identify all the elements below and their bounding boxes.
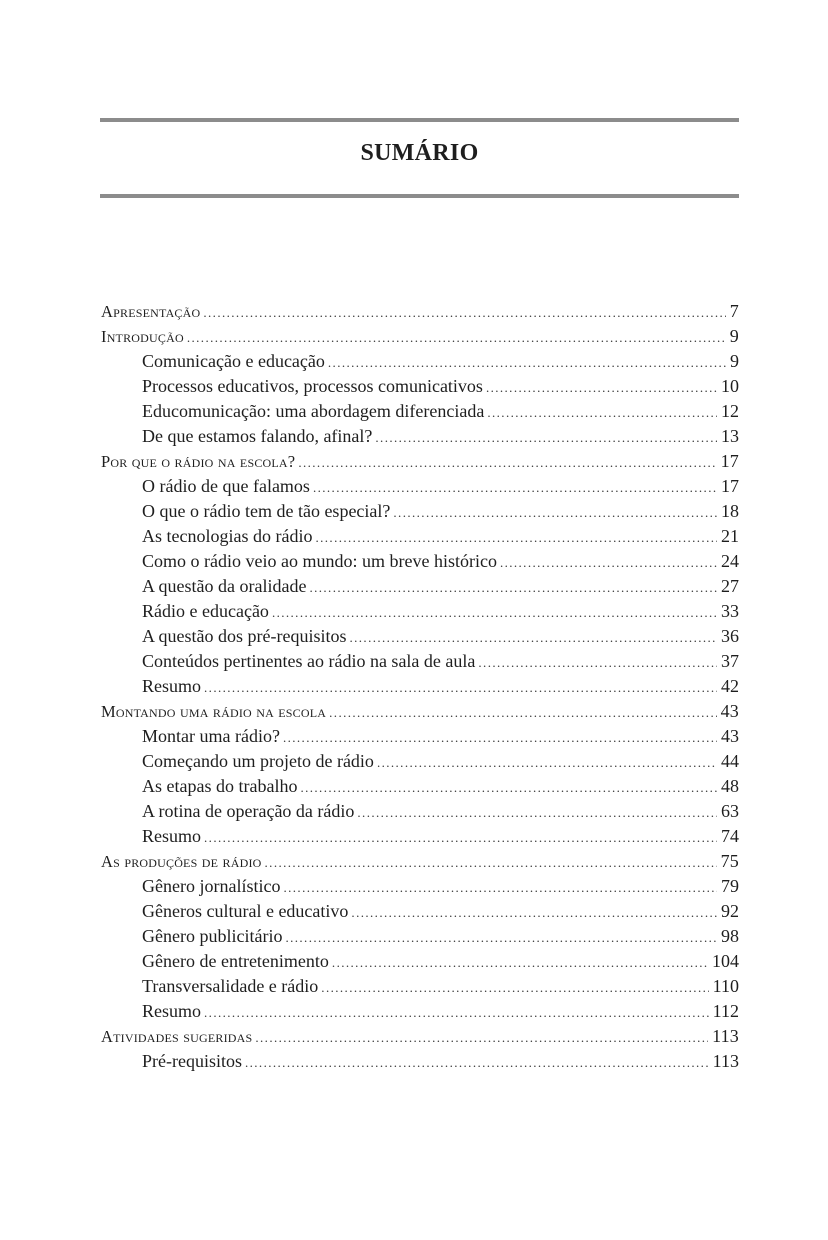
toc-entry-label: Educomunicação: uma abordagem diferenciada <box>142 401 485 421</box>
toc-entry-label: Rádio e educação <box>142 601 269 621</box>
toc-entry <box>101 674 739 699</box>
dot-leader <box>313 475 717 500</box>
toc-entry-page: 21 <box>721 526 739 546</box>
toc-entry <box>101 524 739 549</box>
toc-entry-page: 36 <box>721 626 739 646</box>
dot-leader <box>204 825 717 850</box>
toc-entry <box>101 824 739 849</box>
toc-entry <box>101 724 739 749</box>
toc-entry-label: O que o rádio tem de tão especial? <box>142 501 391 521</box>
toc-entry <box>101 599 739 624</box>
dot-leader <box>245 1050 709 1075</box>
dot-leader <box>265 850 717 875</box>
toc-entry-label: As produções de rádio <box>101 852 262 871</box>
toc-entry-label: Resumo <box>142 676 202 696</box>
toc-entry-label: Apresentação <box>101 302 201 321</box>
toc-entry <box>101 299 739 324</box>
toc-entry <box>101 474 739 499</box>
toc-entry-label: Gênero jornalístico <box>142 876 281 896</box>
toc-entry <box>101 949 739 974</box>
dot-leader <box>375 425 717 450</box>
dot-leader <box>357 800 717 825</box>
toc-entry <box>101 774 739 799</box>
dot-leader <box>332 950 708 975</box>
toc-entry <box>101 374 739 399</box>
toc-entry-page: 33 <box>721 601 739 621</box>
toc-entry-label: Montar uma rádio? <box>142 726 280 746</box>
toc-entry-page: 13 <box>721 426 739 446</box>
dot-leader <box>283 875 717 900</box>
toc-entry <box>101 874 739 899</box>
toc-entry-page: 98 <box>721 926 739 946</box>
toc-entry <box>101 1024 739 1049</box>
toc-entry-page: 79 <box>721 876 739 896</box>
toc-entry <box>101 349 739 374</box>
dot-leader <box>500 550 717 575</box>
toc-entry <box>101 749 739 774</box>
bottom-rule <box>100 194 739 198</box>
toc-entry-page: 43 <box>720 701 739 721</box>
dot-leader <box>300 775 717 800</box>
toc-entry-page: 42 <box>721 676 739 696</box>
dot-leader <box>377 750 717 775</box>
toc-entry-label: A rotina de operação da rádio <box>142 801 355 821</box>
toc-entry-label: Introdução <box>101 327 184 346</box>
toc-entry-label: O rádio de que falamos <box>142 476 310 496</box>
toc-entry-page: 44 <box>721 751 739 771</box>
dot-leader <box>486 375 717 400</box>
toc-entry-label: As tecnologias do rádio <box>142 526 313 546</box>
toc-entry-page: 112 <box>712 1001 739 1021</box>
toc-entry-page: 43 <box>721 726 739 746</box>
toc-entry-label: De que estamos falando, afinal? <box>142 426 373 446</box>
toc-entry <box>101 449 739 474</box>
toc-entry-label: Gêneros cultural e educativo <box>142 901 349 921</box>
toc-entry-page: 17 <box>721 476 739 496</box>
dot-leader <box>309 575 717 600</box>
toc-entry-label: Resumo <box>142 826 202 846</box>
toc-entry-label: Atividades sugeridas <box>101 1027 253 1046</box>
toc-entry-label: Processos educativos, processos comunicativos <box>142 376 483 396</box>
toc-entry <box>101 899 739 924</box>
toc-entry-page: 27 <box>721 576 739 596</box>
toc-entry <box>101 849 739 874</box>
toc-entry <box>101 924 739 949</box>
toc-entry-page: 113 <box>712 1026 739 1046</box>
toc-entry-label: Resumo <box>142 1001 202 1021</box>
toc-entry <box>101 974 739 999</box>
toc-entry-label: Montando uma rádio na escola <box>101 702 327 721</box>
dot-leader <box>478 650 717 675</box>
dot-leader <box>204 675 717 700</box>
toc-entry <box>101 424 739 449</box>
page-title: SUMÁRIO <box>360 140 479 166</box>
dot-leader <box>487 400 717 425</box>
toc-entry-label: Comunicação e educação <box>142 351 325 371</box>
toc-entry-page: 24 <box>721 551 739 571</box>
toc-entry-page: 9 <box>729 326 739 346</box>
dot-leader <box>351 900 717 925</box>
dot-leader <box>285 925 717 950</box>
dot-leader <box>203 300 725 325</box>
top-rule <box>100 118 739 122</box>
toc-entry-label: Transversalidade e rádio <box>142 976 319 996</box>
toc-entry-label: Pré-requisitos <box>142 1051 242 1071</box>
toc-entry <box>101 324 739 349</box>
dot-leader <box>321 975 708 1000</box>
toc-entry-page: 113 <box>712 1051 739 1071</box>
dot-leader <box>204 1000 709 1025</box>
toc-entry-page: 37 <box>721 651 739 671</box>
toc-entry-page: 7 <box>729 301 739 321</box>
toc-entry <box>101 1049 739 1074</box>
toc-entry-page: 17 <box>720 451 739 471</box>
table-of-contents <box>101 299 739 1074</box>
dot-leader <box>349 625 717 650</box>
toc-entry-page: 9 <box>730 351 739 371</box>
toc-entry <box>101 624 739 649</box>
toc-entry-page: 74 <box>721 826 739 846</box>
toc-entry <box>101 549 739 574</box>
toc-entry <box>101 649 739 674</box>
toc-entry-page: 110 <box>712 976 739 996</box>
toc-entry-page: 12 <box>721 401 739 421</box>
dot-leader <box>393 500 717 525</box>
toc-entry-page: 48 <box>721 776 739 796</box>
toc-entry-label: Como o rádio veio ao mundo: um breve histórico <box>142 551 497 571</box>
toc-entry-page: 75 <box>720 851 739 871</box>
dot-leader <box>328 350 726 375</box>
toc-entry-label: A questão da oralidade <box>142 576 307 596</box>
toc-entry <box>101 799 739 824</box>
toc-entry-label: As etapas do trabalho <box>142 776 298 796</box>
toc-entry-label: Começando um projeto de rádio <box>142 751 374 771</box>
toc-entry <box>101 574 739 599</box>
toc-entry <box>101 499 739 524</box>
toc-entry-label: Por que o rádio na escola? <box>101 452 296 471</box>
dot-leader <box>283 725 717 750</box>
toc-entry-label: Conteúdos pertinentes ao rádio na sala de aula <box>142 651 476 671</box>
toc-entry-page: 92 <box>721 901 739 921</box>
toc-entry <box>101 399 739 424</box>
toc-entry-label: Gênero de entretenimento <box>142 951 329 971</box>
toc-entry-label: Gênero publicitário <box>142 926 283 946</box>
dot-leader <box>298 450 716 475</box>
toc-entry-page: 18 <box>721 501 739 521</box>
toc-entry-page: 10 <box>721 376 739 396</box>
toc-entry <box>101 999 739 1024</box>
dot-leader <box>187 325 726 350</box>
toc-entry-page: 63 <box>721 801 739 821</box>
toc-entry-label: A questão dos pré-requisitos <box>142 626 347 646</box>
dot-leader <box>272 600 717 625</box>
toc-entry-page: 104 <box>712 951 739 971</box>
toc-entry <box>101 699 739 724</box>
dot-leader <box>255 1025 708 1050</box>
dot-leader <box>329 700 716 725</box>
dot-leader <box>315 525 717 550</box>
